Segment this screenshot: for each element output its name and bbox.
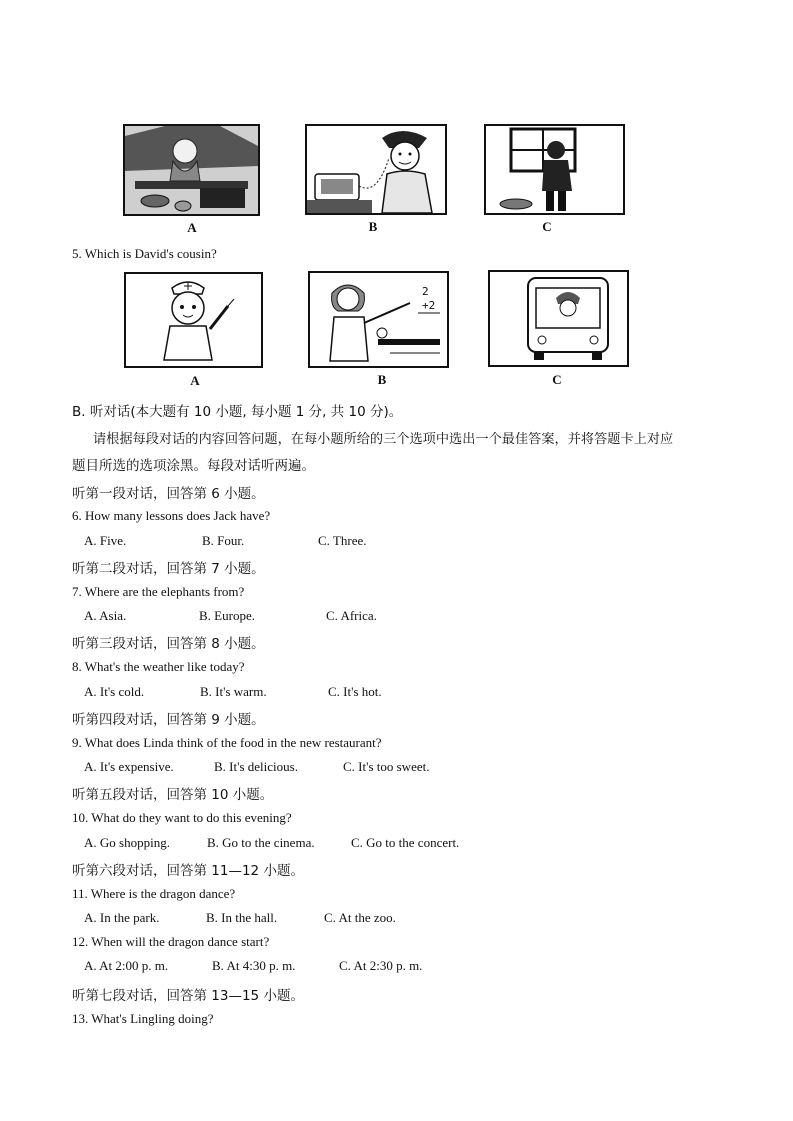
cooking-scene-illustration (125, 126, 258, 214)
q11-option-c: C. At the zoo. (324, 910, 396, 925)
q5-label-c: C (552, 372, 562, 387)
q5-picture-a (124, 272, 263, 368)
q11-option-a: A. In the park. (84, 910, 160, 925)
q4-picture-b (305, 124, 447, 215)
q8-option-c: C. It's hot. (328, 684, 382, 699)
q6-question: 6. How many lessons does Jack have? (72, 508, 271, 523)
q7-option-c: C. Africa. (326, 608, 377, 623)
q4-picture-c (484, 124, 625, 215)
bus-driver-illustration (490, 272, 627, 365)
q10-option-b: B. Go to the cinema. (207, 835, 315, 850)
window-cleaning-illustration (486, 126, 623, 213)
q5-label-b: B (377, 372, 387, 387)
section-b-title: B. 听对话(本大题有 10 小题, 每小题 1 分, 共 10 分)。 (72, 404, 403, 420)
q13-question: 13. What's Lingling doing? (72, 1011, 214, 1026)
q12-option-a: A. At 2:00 p. m. (84, 958, 169, 973)
q8-question: 8. What's the weather like today? (72, 659, 245, 674)
q9-option-a: A. It's expensive. (84, 759, 174, 774)
q5-label-a: A (190, 373, 200, 388)
q7-option-a: A. Asia. (84, 608, 127, 623)
dialogue-header-6: 听第一段对话，回答第 6 小题。 (72, 486, 265, 502)
q7-question: 7. Where are the elephants from? (72, 584, 245, 599)
section-b-instruction-2: 题目所选的选项涂黑。每段对话听两遍。 (72, 458, 315, 474)
dialogue-header-13: 听第七段对话，回答第 13—15 小题。 (72, 988, 304, 1004)
svg-text:+2: +2 (422, 299, 436, 312)
q12-option-b: B. At 4:30 p. m. (212, 958, 296, 973)
q5-question: 5. Which is David's cousin? (72, 246, 217, 261)
dialogue-header-7: 听第二段对话，回答第 7 小题。 (72, 561, 265, 577)
q6-option-c: C. Three. (318, 533, 367, 548)
q4-label-a: A (187, 220, 197, 235)
svg-text:2: 2 (422, 285, 429, 298)
phone-call-illustration (307, 126, 445, 213)
q6-option-b: B. Four. (202, 533, 245, 548)
dialogue-header-11: 听第六段对话，回答第 11—12 小题。 (72, 863, 304, 879)
dialogue-header-9: 听第四段对话，回答第 9 小题。 (72, 712, 265, 728)
q5-picture-b (308, 271, 449, 368)
q4-label-c: C (542, 219, 552, 234)
q9-question: 9. What does Linda think of the food in the new restaurant? (72, 735, 382, 750)
q7-option-b: B. Europe. (199, 608, 255, 623)
q12-question: 12. When will the dragon dance start? (72, 934, 270, 949)
section-b-instruction-1: 请根据每段对话的内容回答问题，在每小题所给的三个选项中选出一个最佳答案，并将答题卡上对应 (93, 432, 674, 447)
q10-option-a: A. Go shopping. (84, 835, 170, 850)
q9-option-c: C. It's too sweet. (343, 759, 430, 774)
teacher-illustration (310, 273, 447, 366)
q5-picture-c (488, 270, 629, 367)
nurse-illustration (126, 274, 261, 366)
q9-option-b: B. It's delicious. (214, 759, 298, 774)
q10-option-c: C. Go to the concert. (351, 835, 460, 850)
q11-option-b: B. In the hall. (206, 910, 278, 925)
q6-option-a: A. Five. (84, 533, 127, 548)
q8-option-b: B. It's warm. (200, 684, 267, 699)
q4-picture-a (123, 124, 260, 216)
dialogue-header-8: 听第三段对话，回答第 8 小题。 (72, 636, 265, 652)
dialogue-header-10: 听第五段对话，回答第 10 小题。 (72, 787, 274, 803)
q11-question: 11. Where is the dragon dance? (72, 886, 236, 901)
q8-option-a: A. It's cold. (84, 684, 145, 699)
q12-option-c: C. At 2:30 p. m. (339, 958, 423, 973)
q4-label-b: B (368, 219, 378, 234)
q10-question: 10. What do they want to do this evening? (72, 810, 292, 825)
